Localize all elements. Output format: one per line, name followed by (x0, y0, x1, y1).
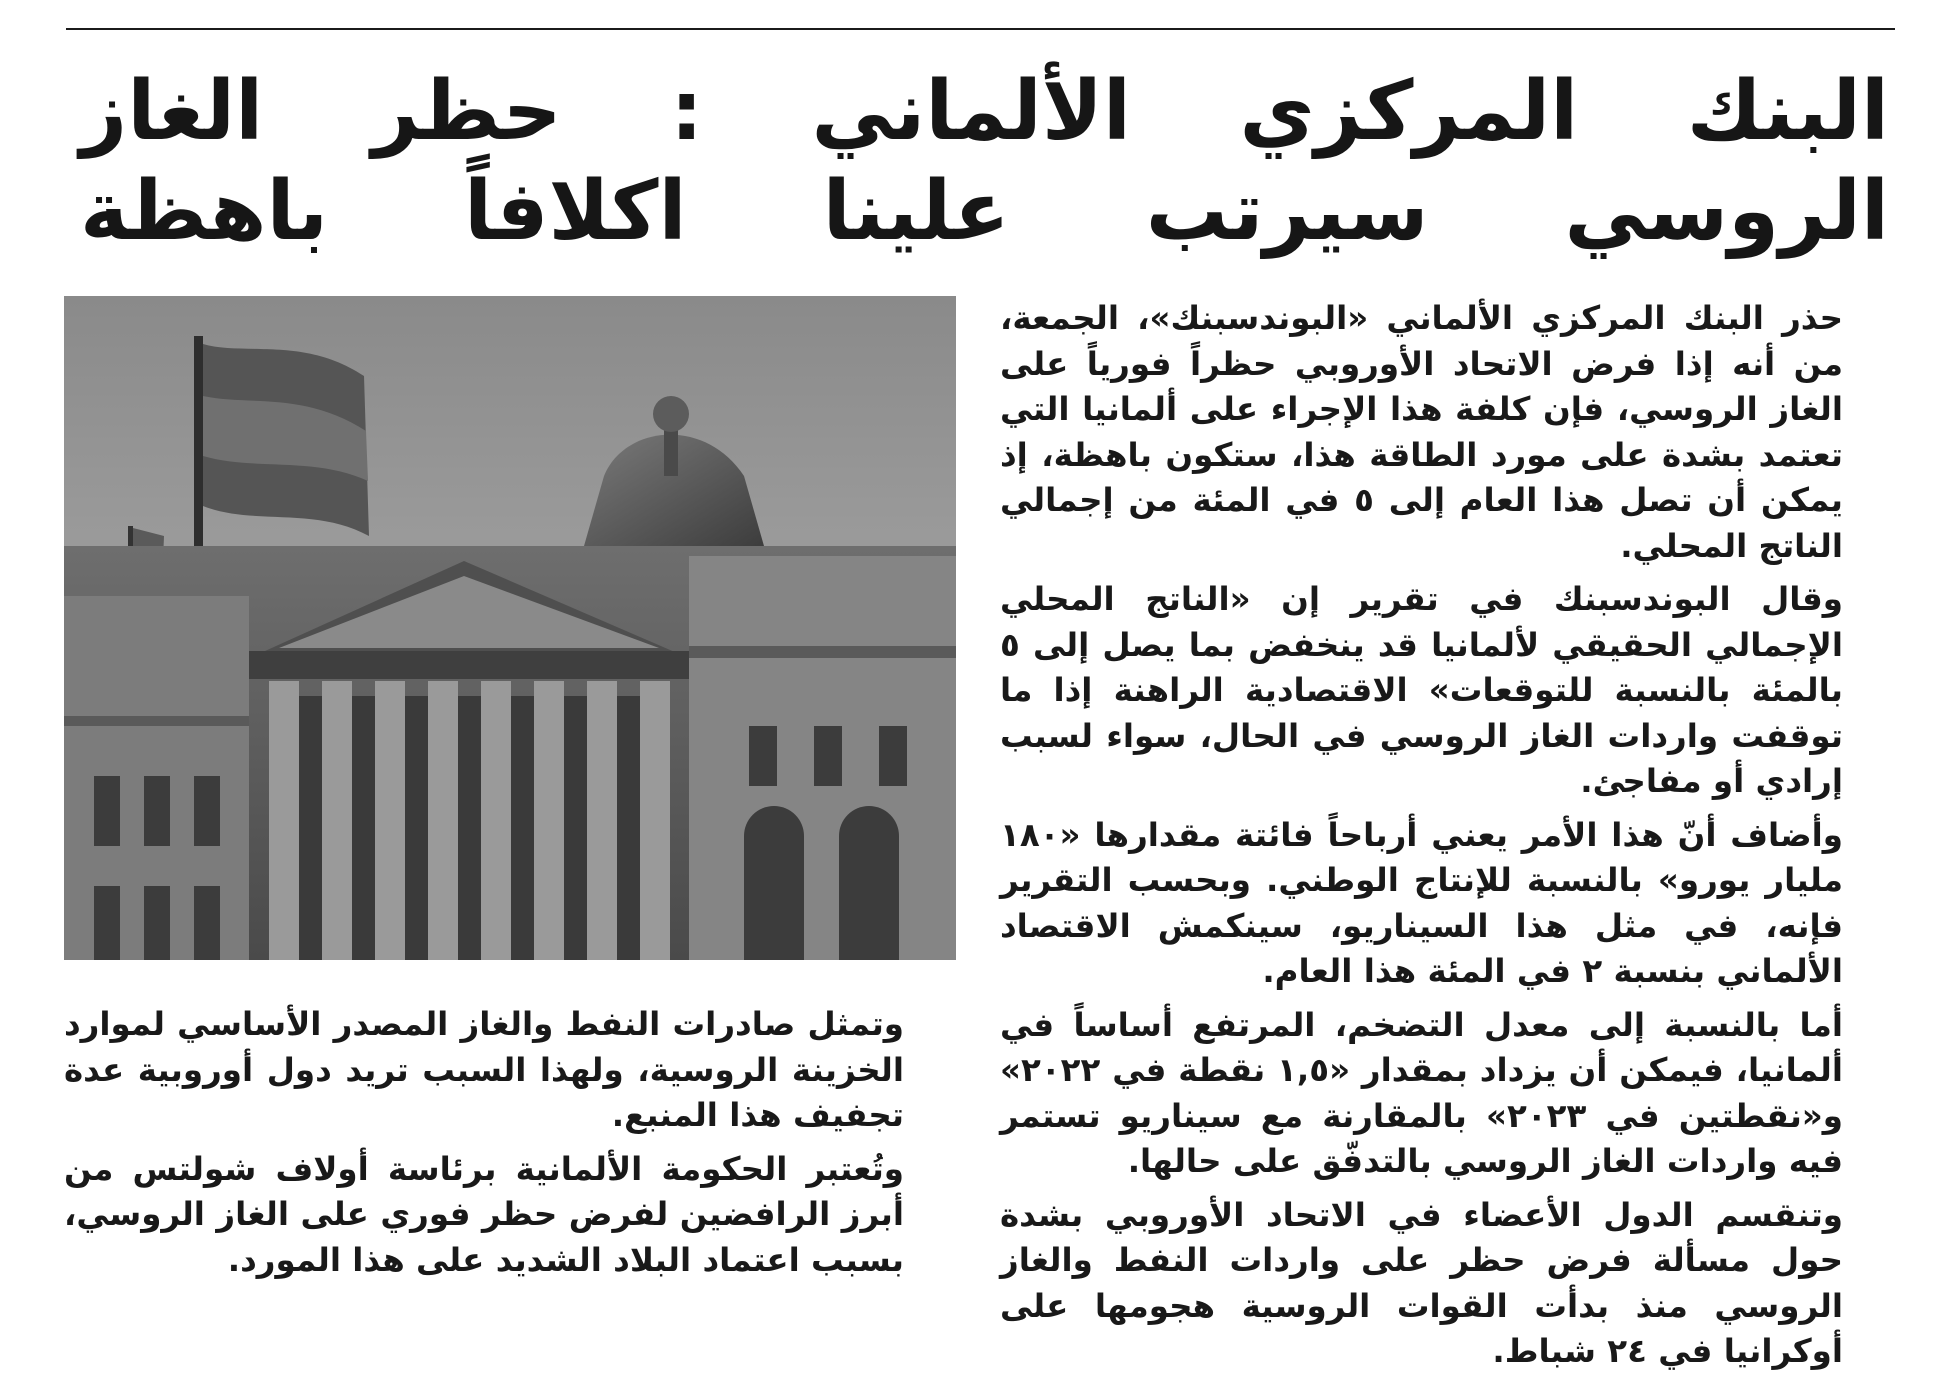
paragraph-3: وأضاف أنّ هذا الأمر يعني أرباحاً فائتة مقدارها «١٨٠ مليار يورو» بالنسبة للإنتاج الوطني. وبحسب التقرير فإنه، في مثل هذا السيناريو، سينكمش الاقتصاد الألماني بنسبة ٢ في المئة هذا العام. (1000, 815, 1843, 990)
article-left-column (64, 1002, 956, 1291)
top-divider (66, 28, 1895, 30)
article-right-column (1000, 296, 1895, 1383)
reichstag-photo-icon (64, 296, 956, 960)
paragraph-6: وتمثل صادرات النفط والغاز المصدر الأساسي لموارد الخزينة الروسية، ولهذا السبب تريد دول أوروبية عدة تجفيف هذا المنبع. (64, 1005, 904, 1134)
paragraph-2: وقال البوندسبنك في تقرير إن «الناتج المحلي الإجمالي الحقيقي لألمانيا قد ينخفض بما يصل إلى ٥ بالمئة بالنسبة للتوقعات» الاقتصادية الراهنة إذا ما توقفت واردات الغاز الروسي في الحال، سواء لسبب إرادي أو مفاجئ. (1000, 580, 1843, 800)
reichstag-photo (64, 296, 956, 960)
paragraph-5: وتنقسم الدول الأعضاء في الاتحاد الأوروبي بشدة حول مسألة فرض حظر على واردات النفط والغاز الروسي منذ بدأت القوات الروسية هجومها على أوكرانيا في ٢٤ شباط. (1000, 1195, 1843, 1370)
headline-line-2: الروسي سيرتب علينا اكلافاً باهظة (80, 164, 1889, 259)
paragraph-7: وتُعتبر الحكومة الألمانية برئاسة أولاف شولتس من أبرز الرافضين لفرض حظر فوري على الغاز الروسي، بسبب اعتماد البلاد الشديد على هذا المورد. (64, 1149, 904, 1279)
paragraph-1: حذر البنك المركزي الألماني «البوندسبنك»، الجمعة، من أنه إذا فرض الاتحاد الأوروبي حظراً فورياً على الغاز الروسي، فإن كلفة هذا الإجراء على ألمانيا التي تعتمد بشدة على مورد الطاقة هذا، ستكون باهظة، إذ يمكن أن تصل هذا العام إلى ٥ في المئة من إجمالي الناتج المحلي. (1000, 299, 1843, 565)
paragraph-4: أما بالنسبة إلى معدل التضخم، المرتفع أساساً في ألمانيا، فيمكن أن يزداد بمقدار «١,٥ نقطة في ٢٠٢٢» و«نقطتين في ٢٠٢٣» بالمقارنة مع سيناريو تستمر فيه واردات الغاز الروسي بالتدفّق على حالها. (1000, 1005, 1843, 1180)
headline-line-1: البنك المركزي الألماني : حظر الغاز (80, 64, 1889, 159)
article-headline (80, 62, 1889, 272)
